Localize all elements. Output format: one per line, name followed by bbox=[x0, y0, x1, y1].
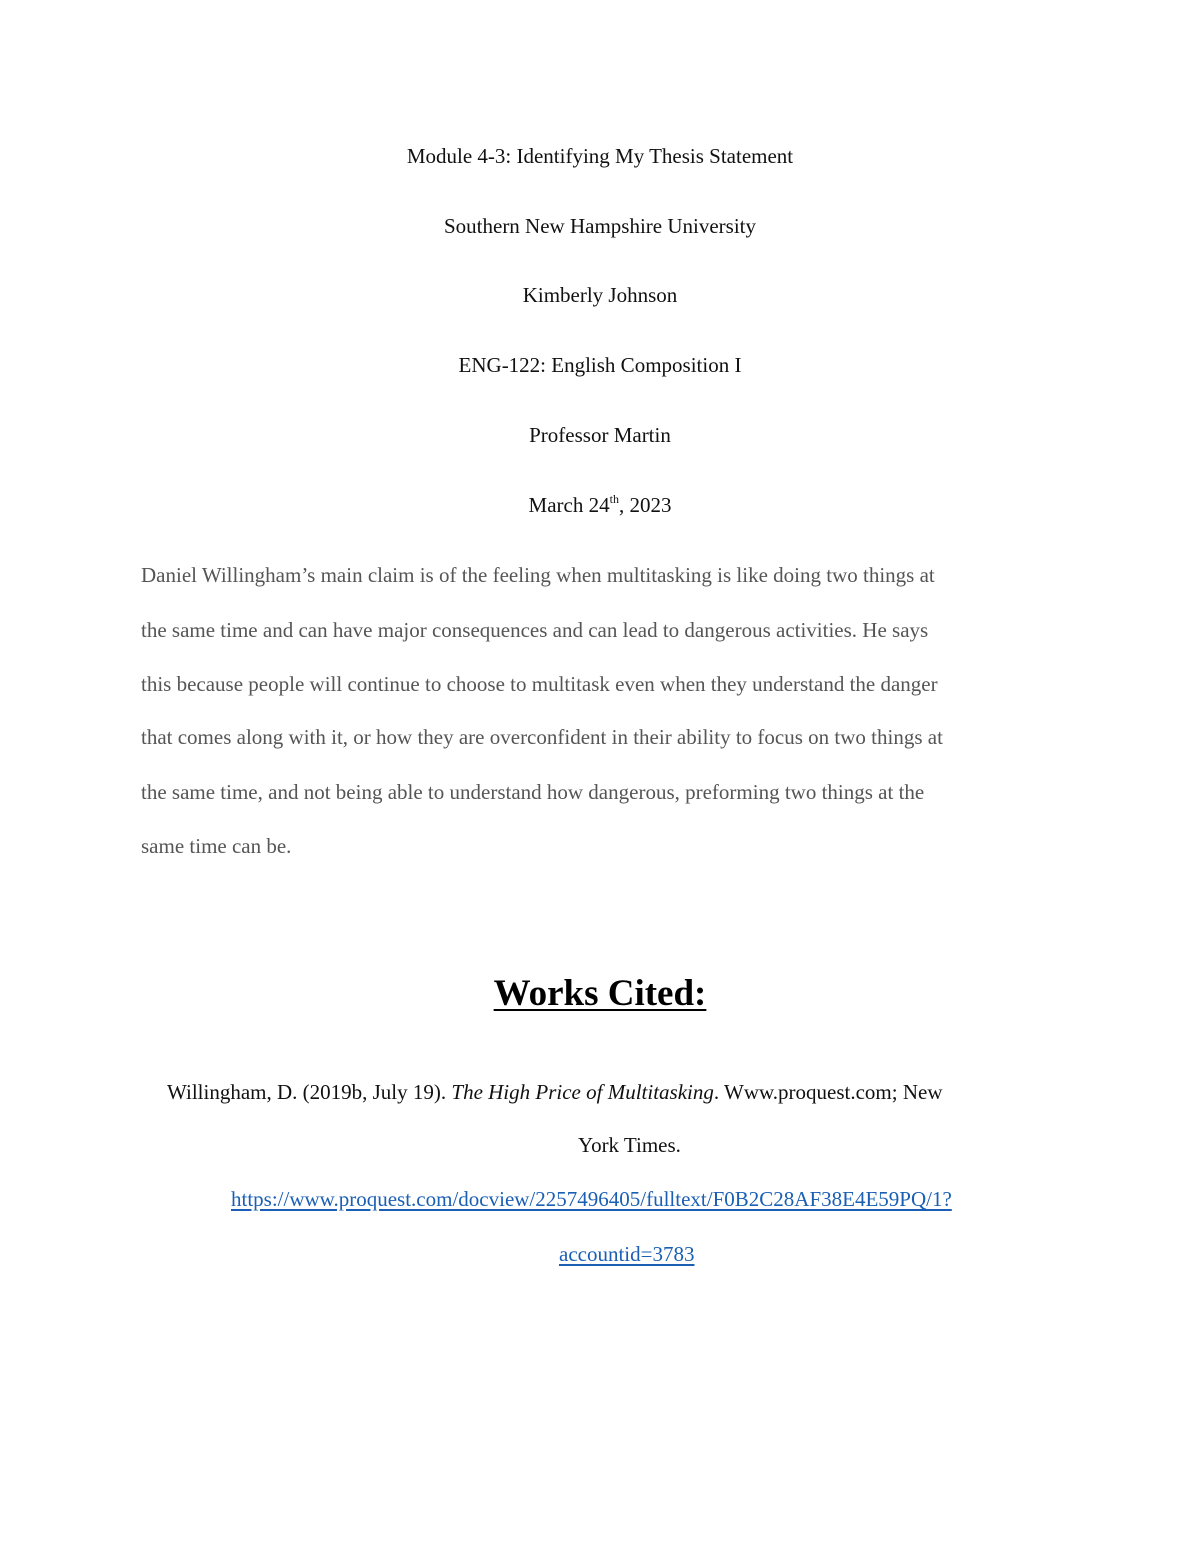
works-cited-heading: Works Cited: bbox=[493, 973, 707, 1014]
paper-title: Module 4-3: Identifying My Thesis Statement bbox=[406, 144, 794, 168]
reference-entry bbox=[167, 1078, 943, 1106]
date-suffix: , 2023 bbox=[618, 493, 672, 517]
body-text-line: same time can be. bbox=[141, 834, 292, 858]
reference-source-continued: York Times. bbox=[578, 1133, 681, 1157]
course-name: ENG-122: English Composition I bbox=[458, 353, 742, 377]
date-prefix: March 24 bbox=[528, 493, 610, 517]
reference-title: The High Price of Multitasking bbox=[451, 1080, 714, 1104]
body-text-line: that comes along with it, or how they are overconfident in their ability to focus on two things at bbox=[141, 725, 943, 749]
submission-date bbox=[0, 491, 1200, 519]
date-superscript: th bbox=[609, 492, 619, 506]
author-name: Kimberly Johnson bbox=[522, 283, 678, 307]
reference-source: . Www.proquest.com; New bbox=[713, 1080, 943, 1104]
body-text-line: the same time, and not being able to understand how dangerous, preforming two things at the bbox=[141, 780, 925, 804]
professor-name: Professor Martin bbox=[529, 423, 671, 447]
reference-url-link-continued[interactable]: accountid=3783 bbox=[559, 1242, 695, 1266]
body-text-line: this because people will continue to choose to multitask even when they understand the danger bbox=[141, 672, 938, 696]
institution-name: Southern New Hampshire University bbox=[443, 214, 757, 238]
body-text-line: Daniel Willingham’s main claim is of the feeling when multitasking is like doing two things at bbox=[141, 563, 935, 587]
reference-author-date: Willingham, D. (2019b, July 19). bbox=[167, 1080, 452, 1104]
body-text-line: the same time and can have major consequences and can lead to dangerous activities. He says bbox=[141, 618, 929, 642]
reference-url-link[interactable]: https://www.proquest.com/docview/2257496405/fulltext/F0B2C28AF38E4E59PQ/1? bbox=[231, 1187, 952, 1211]
